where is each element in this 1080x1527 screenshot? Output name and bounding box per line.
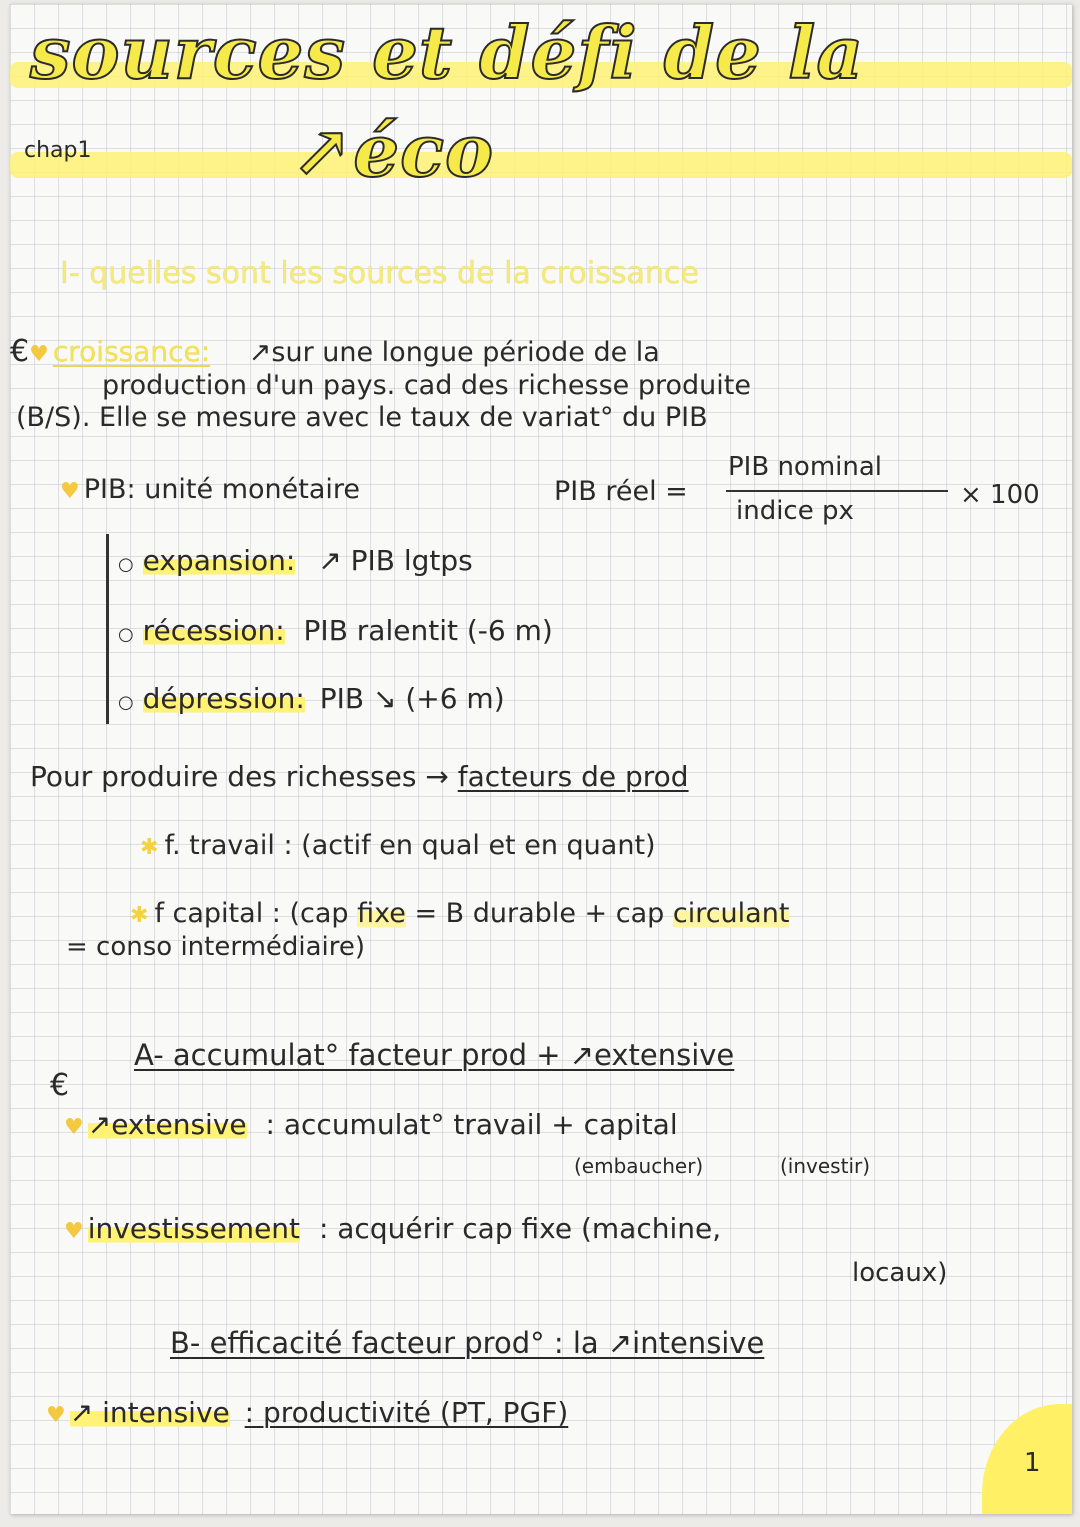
phases-bracket <box>106 534 109 724</box>
capital-a: f capital : (cap <box>154 898 358 929</box>
intensive-text: : productivité (PT, PGF) <box>244 1396 569 1429</box>
euro-marker-icon: € <box>10 334 30 369</box>
page-title-line1: sources et défi de la <box>30 10 864 95</box>
pib-formula-left: PIB réel = <box>554 476 688 507</box>
phase-bullet: ○ <box>118 624 134 645</box>
star-bullet-icon: ✱ <box>140 835 159 860</box>
phase-expansion <box>118 544 473 577</box>
phase-term-depression: dépression: <box>142 682 305 715</box>
factor-capital-line2: = conso intermédiaire) <box>66 932 366 962</box>
heart-bullet-icon: ♥ <box>64 1115 84 1140</box>
production-factors: facteurs de prod <box>457 760 689 793</box>
pib-formula-multiplier: × 100 <box>960 480 1040 510</box>
section-a-title: A- accumulat° facteur prod + ↗extensive <box>134 1038 735 1072</box>
heart-bullet-icon: ♥ <box>46 1403 66 1428</box>
page-number: 1 <box>1024 1448 1041 1478</box>
pib-text: unité monétaire <box>144 474 361 505</box>
croissance-text-1: ↗sur une longue période de la <box>248 337 660 368</box>
investment-text-line2: locaux) <box>852 1258 948 1288</box>
croissance-definition-line2: production d'un pays. cad des richesse produite <box>102 370 751 401</box>
capital-fixe: fixe <box>357 898 406 929</box>
page-title-line2: ↗éco <box>292 108 494 193</box>
capital-circulant: circulant <box>672 898 790 929</box>
production-intro-text: Pour produire des richesses <box>30 760 417 793</box>
phase-text-expansion: ↗ PIB lgtps <box>318 544 473 577</box>
pib-definition <box>60 474 360 505</box>
phase-text-recession: PIB ralentit (-6 m) <box>303 614 553 647</box>
pib-formula-denominator: indice px <box>736 496 854 526</box>
extensive-term: ↗extensive <box>87 1108 247 1141</box>
investment-term: investissement <box>87 1212 301 1245</box>
croissance-definition-line3: (B/S). Elle se mesure avec le taux de variat° du PIB <box>16 402 708 433</box>
factor-labor <box>140 830 656 861</box>
heart-bullet-icon: ♥ <box>29 342 49 367</box>
extensive-text: : accumulat° travail + capital <box>265 1108 678 1141</box>
phase-depression <box>118 682 505 715</box>
factor-capital <box>130 898 789 929</box>
intensive-definition <box>46 1396 568 1429</box>
chapter-label: chap1 <box>24 138 92 163</box>
phase-term-recession: récession: <box>142 614 285 647</box>
extensive-note-1: (embaucher) <box>574 1154 704 1178</box>
phase-bullet: ○ <box>118 692 134 713</box>
arrow-right-icon: → <box>425 760 449 793</box>
phase-term-expansion: expansion: <box>142 544 296 577</box>
phase-text-depression: PIB ↘ (+6 m) <box>319 682 505 715</box>
croissance-term: croissance: <box>52 335 211 368</box>
pib-term: PIB: <box>83 474 136 505</box>
factor-labor-text: f. travail : (actif en qual et en quant) <box>164 830 656 861</box>
section-b-title: B- efficacité facteur prod° : la ↗intensive <box>170 1326 765 1360</box>
intensive-term: ↗ intensive <box>69 1396 230 1429</box>
phase-recession <box>118 614 553 647</box>
notebook-page <box>10 4 1072 1514</box>
fraction-bar <box>726 490 948 492</box>
production-intro <box>30 760 689 793</box>
phase-bullet: ○ <box>118 554 134 575</box>
star-bullet-icon: ✱ <box>130 903 149 928</box>
capital-c: = B durable + cap <box>405 898 673 929</box>
pib-formula-numerator: PIB nominal <box>728 452 883 482</box>
heart-bullet-icon: ♥ <box>60 479 80 504</box>
title-highlight-band-2 <box>10 152 1072 178</box>
investment-definition <box>64 1212 721 1245</box>
investment-text: : acquérir cap fixe (machine, <box>318 1212 722 1245</box>
section-1-title: I- quelles sont les sources de la croissance <box>60 256 699 291</box>
croissance-definition-line1 <box>10 334 660 369</box>
heart-bullet-icon: ♥ <box>64 1219 84 1244</box>
extensive-note-2: (investir) <box>780 1154 871 1178</box>
euro-marker-icon: € <box>50 1068 70 1103</box>
extensive-definition <box>64 1108 678 1141</box>
